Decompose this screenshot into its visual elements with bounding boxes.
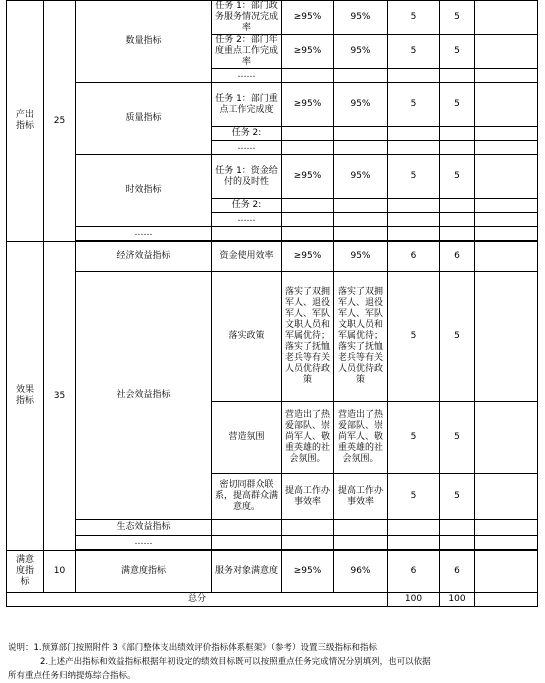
weight-score: 5 — [388, 474, 440, 520]
actual-value: 营造出了热爱部队、崇尚军人、敬重英雄的社会氛围。 — [334, 402, 388, 474]
eval-score: 5 — [440, 35, 475, 69]
weight-score: 5 — [388, 83, 440, 127]
category-effect: 效果 指标 — [7, 242, 44, 551]
score-effect: 35 — [44, 242, 76, 551]
remark — [475, 402, 538, 474]
remark — [475, 155, 538, 199]
eval-score: 5 — [440, 155, 475, 199]
weight-score: 5 — [388, 35, 440, 69]
weight-score: 5 — [388, 402, 440, 474]
actual-value: 落实了双拥军人、退役军人、军队文职人员和军属优待；落实了抚恤老兵等有关人员优待政策 — [334, 272, 388, 402]
task-name: 服务对象满意度 — [212, 551, 282, 593]
target-value: 提高工作办事效率 — [282, 474, 334, 520]
remark — [475, 272, 538, 402]
actual-value: 提高工作办事效率 — [334, 474, 388, 520]
score-output: 25 — [44, 1, 76, 242]
target-value: 营造出了热爱部队、崇尚军人、敬重英雄的社会氛围。 — [282, 402, 334, 474]
actual-value: 96% — [334, 551, 388, 593]
target-value: ≥95% — [282, 242, 334, 272]
indicator-social: 社会效益指标 — [76, 272, 212, 520]
ellipsis: …… — [212, 141, 282, 155]
target-value: ≥95% — [282, 35, 334, 69]
target-value: 落实了双拥军人、退役军人、军队文职人员和军属优待；落实了抚恤老兵等有关人员优待政策 — [282, 272, 334, 402]
eval-score: 5 — [440, 83, 475, 127]
task-name: 任务 2: — [212, 127, 282, 141]
target-value: ≥95% — [282, 155, 334, 199]
weight-score: 5 — [388, 1, 440, 35]
remark — [475, 593, 538, 607]
ellipsis: …… — [76, 536, 212, 550]
indicator-quality: 质量指标 — [76, 83, 212, 155]
indicator-ecological: 生态效益指标 — [76, 520, 212, 536]
actual-value: 95% — [334, 35, 388, 69]
note-line-1: 说明：1.预算部门按照附件 3《部门整体支出绩效评价指标体系框架》（参考）设置三级指标和指标 — [8, 643, 377, 653]
eval-score: 6 — [440, 242, 475, 272]
category-satisfaction: 满意 度指 标 — [7, 551, 44, 593]
task-name: 营造氛围 — [212, 402, 282, 474]
remark — [475, 551, 538, 593]
indicator-quantity: 数量指标 — [76, 1, 212, 83]
indicator-economic: 经济效益指标 — [76, 242, 212, 272]
note-line-2: 2.上述产出指标和效益指标根据年初设定的绩效目标既可以按照重点任务完成情况分别填列，也可以依据 — [40, 657, 431, 667]
indicator-timeliness: 时效指标 — [76, 155, 212, 227]
actual-value: 95% — [334, 155, 388, 199]
weight-score: 6 — [388, 242, 440, 272]
task-name: 任务 2：部门年度重点工作完成率 — [212, 35, 282, 69]
weight-score: 5 — [388, 272, 440, 402]
target-value: ≥95% — [282, 551, 334, 593]
weight-score: 6 — [388, 551, 440, 593]
task-name: 任务 2: — [212, 199, 282, 213]
task-name: 任务 1：部门重点工作完成度 — [212, 83, 282, 127]
remark — [475, 1, 538, 35]
performance-table — [6, 0, 538, 607]
note-line-3: 所有重点任务归纳提炼综合指标。 — [8, 671, 136, 681]
remark — [475, 242, 538, 272]
category-output: 产出 指标 — [7, 1, 44, 242]
eval-score: 5 — [440, 402, 475, 474]
target-value: ≥95% — [282, 1, 334, 35]
task-name: 落实政策 — [212, 272, 282, 402]
eval-score: 6 — [440, 551, 475, 593]
weight-score: 5 — [388, 155, 440, 199]
remark — [475, 35, 538, 69]
actual-value: 95% — [334, 1, 388, 35]
task-name: 任务 1：资金给付的及时性 — [212, 155, 282, 199]
total-weight-score: 100 — [388, 593, 440, 607]
actual-value: 95% — [334, 242, 388, 272]
eval-score: 5 — [440, 474, 475, 520]
score-satisfaction: 10 — [44, 551, 76, 593]
indicator-satisfaction: 满意度指标 — [76, 551, 212, 593]
actual-value: 95% — [334, 83, 388, 127]
ellipsis: …… — [212, 213, 282, 227]
target-value: ≥95% — [282, 83, 334, 127]
total-eval-score: 100 — [440, 593, 475, 607]
eval-score: 5 — [440, 272, 475, 402]
task-name: 密切同群众联系，提高群众满意度。 — [212, 474, 282, 520]
total-label: 总分 — [7, 593, 388, 607]
task-name: 资金使用效率 — [212, 242, 282, 272]
ellipsis: …… — [76, 227, 212, 241]
eval-score: 5 — [440, 1, 475, 35]
remark — [475, 474, 538, 520]
remark — [475, 83, 538, 127]
ellipsis: …… — [212, 69, 282, 83]
task-name: 任务 1：部门政务服务情况完成率 — [212, 1, 282, 35]
